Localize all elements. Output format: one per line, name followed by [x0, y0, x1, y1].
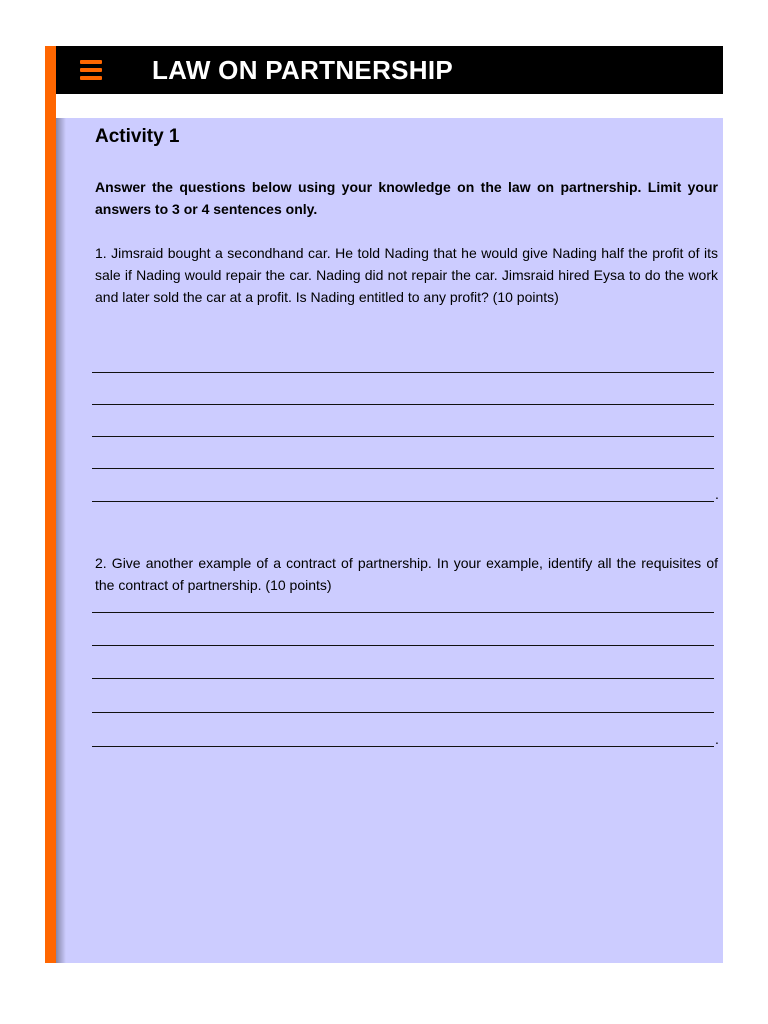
- answer-end-mark: .: [715, 731, 719, 747]
- page-title: LAW ON PARTNERSHIP: [152, 55, 454, 85]
- answer-end-mark: .: [715, 486, 719, 502]
- left-accent-bar: [45, 46, 56, 963]
- answer-line[interactable]: [92, 612, 714, 613]
- question-2: 2. Give another example of a contract of partnership. In your example, identify all the requisites of the contract of partnership. (10 points): [95, 555, 718, 593]
- answer-line[interactable]: [92, 404, 714, 405]
- app-header: [56, 46, 723, 94]
- hamburger-menu-icon[interactable]: [80, 58, 102, 82]
- activity-title: Activity 1: [95, 126, 180, 147]
- answer-line[interactable]: [92, 468, 714, 469]
- worksheet-panel: [56, 118, 723, 963]
- answer-line[interactable]: [92, 501, 714, 502]
- answer-line[interactable]: [92, 678, 714, 679]
- panel-shadow: [56, 118, 66, 963]
- question-1: 1. Jimsraid bought a secondhand car. He told Nading that he would give Nading half the profit of its sale if Nading would repair the car. Nading did not repair the car. Jimsraid hired Eysa to do the work and later sold the car at a profit. Is Nading entitled to any profit? (10 points): [95, 245, 718, 305]
- answer-line[interactable]: [92, 712, 714, 713]
- instructions: Answer the questions below using your knowledge on the law on partnership. Limit your answers to 3 or 4 sentences only.: [95, 179, 718, 217]
- answer-line[interactable]: [92, 645, 714, 646]
- answer-line[interactable]: [92, 372, 714, 373]
- answer-line[interactable]: [92, 746, 714, 747]
- answer-line[interactable]: [92, 436, 714, 437]
